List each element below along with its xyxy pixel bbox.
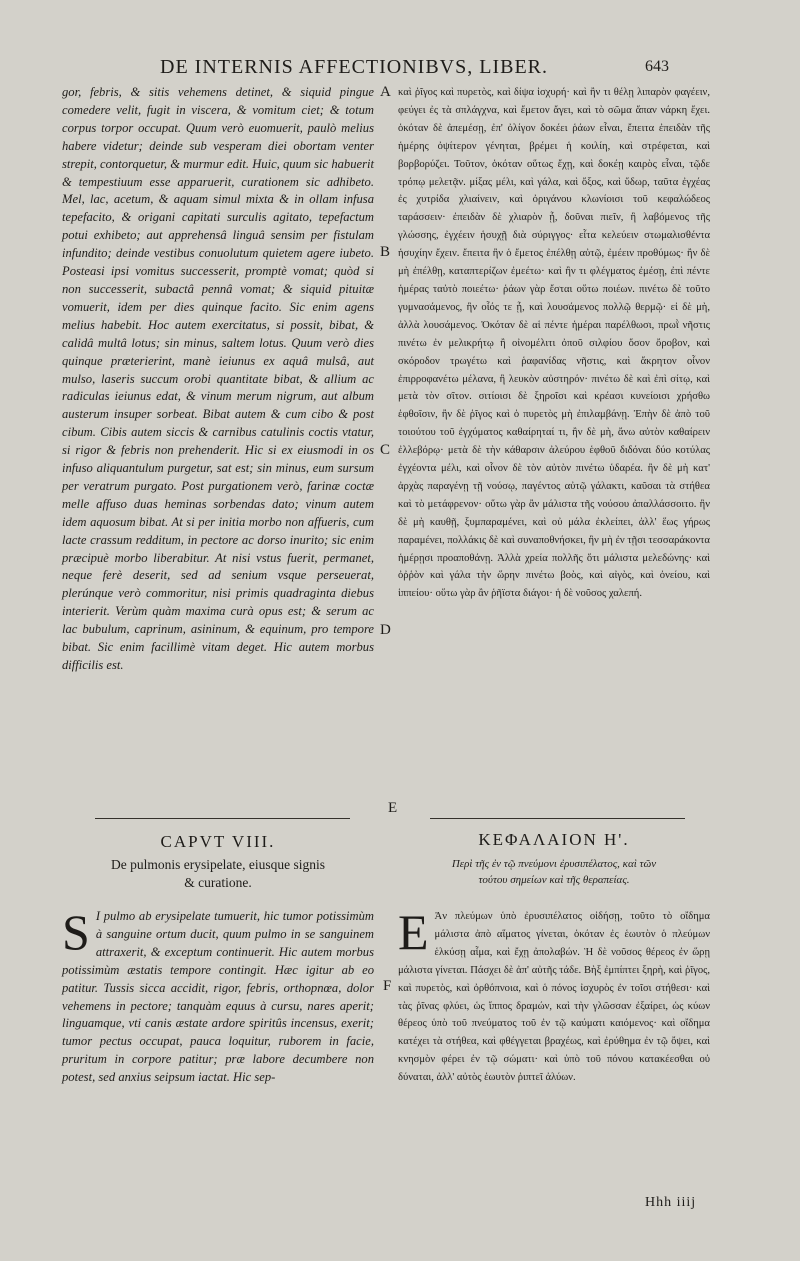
greek-paragraph: καὶ ῥῖγος καὶ πυρετὸς, καὶ δίψα ἰσχυρή· καὶ ἢν τι θέλῃ λιπαρὸν φαγέειν, φεύγει ἐς τὰ σπλάγχνα, καὶ ἔμετον ἄγει, καὶ τὸ σῶμα ἅπαν νάρκη ἔχει. ὁκόταν δὲ ἀπεμέσῃ, ἐπ' ὀλίγον δοκέει ῥάων εἶναι, ἔπειτα ἐπειδὰν τῆς ἡμέρης ὀψίτερον γένηται, βρέμει ἡ κοιλίη, καὶ στρέφεται, καὶ βορβορύζει. Τοῦτον, ὁκόταν οὕτως ἔχῃ, καὶ δοκέῃ καιρὸς εἶναι, τῷδε τρόπῳ μελετᾷν. μίξας μέλι, καὶ γάλα, καὶ ὄξος, καὶ ὕδωρ, ταῦτα ἐγχέας ἐς χυτρίδα χλιαίνειν, καὶ ὀριγάνου κλωνίοισι τοῦ κεφαλώδεος ταράσσειν· ἐπειδὰν δὲ χλιαρὸν ᾖ, δοῦναι πιεῖν, ἢ λαβόμενος τῆς γλώσσης, ἐγχέειν ἡσυχῇ διὰ σύριγγος· εἶτα κελεύειν στωμαλισθέντα ἡσυχίην ἔχειν. ἔπειτα ἢν ὁ ἔμετος ἐπέλθῃ αὐτῷ, ἐμέειν προθύμως· ἢν δὲ μὴ ἐπέλθῃ, καταπτερίζων ἐμεέτω· καὶ ἢν τι φλέγματος ἐμέσῃ, ἐπὶ πέντε ἡμέρας ταὐτὸ ποιεέτω· ῥάων γὰρ ἔσται οὕτω ποιέων. πινέτω δὲ τοῦτο γυμνασάμενος, ἢν οἷός τε ᾖ, καὶ λουσάμενος πολλῷ θερμῷ· εἰ δὲ μὴ, ἀλλὰ λουσάμενος. Ὁκόταν δὲ αἱ πέντε ἡμέραι παρέλθωσι, πρωῒ νῆστις πινέτω ἐν μελικρήτῳ ἢ οἰνομέλιτι ὀποῦ σιλφίου ὅσον ὄροβον, καὶ σκόροδον τρωγέτω καὶ ῥαφανίδας νῆστις, καὶ ἄκρητον οἶνον ἐπιρροφανέτω μέλανα, ἢ λευκὸν αὐστηρόν· πινέτω δὲ καὶ ἐπὶ σίτῳ, καὶ μετὰ τὸν σῖτον. σιτίοισι δὲ ξηροῖσι καὶ κρέασι κυνείοισι χρήσθω ἑφθοῖσιν, ἢν δὲ ῥῖγος καὶ ὁ πυρετὸς μὴ ἐπιλαμβάνῃ. Ἐπὴν δὲ ἀπὸ τοῦ τοιούτου τοῦ ἐγχύματος καθαίρηταί τι, ἢν δὲ μὴ, ἄνω αὐτὸν καθαίρειν ἐλλεβόρῳ· μετὰ δὲ τὴν κάθαρσιν ἀλεύρου ἑφθοῦ διδόναι δύο κοτύλας ἐγχέοντα μέλι, καὶ οἶνον δὲ τὸν αὐτὸν πινέτω ὑδαρέα. ἢν δὲ μὴ κατ' ἀρχὰς παραγένῃ τῇ νούσῳ, παγέντος αὐτῷ γάλακτι, καῦσαι τὰ στήθεα καὶ τὸ μετάφρενον· οὕτω γὰρ ἂν μάλιστα τῆς νούσου ἀπαλλάσσοιτο. ἢν δὲ μὴ καυθῇ, ξυμπαραμένει, καὶ οὐ μάλα ἐκλείπει, ἀλλ' ἕως γήρως παραμένει, πολλάκις δὲ καὶ συναποθνήσκει, ἢν μὴ ἐν τῇσι τεσσαράκοντα ἡμέρῃσι προαποθάνῃ. Ἀλλὰ χρεία πολλῆς ὅτι μάλιστα μελεδώνης· καὶ ὀῤῥὸν καὶ γάλα τὴν ὥρην πινέτω βοὸς, καὶ αἰγὸς, καὶ ὀνείου, καὶ ἱππείου· οὕτω γὰρ ἂν ῥῆϊστα διάγοι· ἡ δὲ νοῦσος χαλεπή.	[398, 87, 710, 600]
latin-subtitle-line: & curatione.	[184, 875, 252, 890]
latin-chapter-title: CAPVT VIII.	[160, 832, 276, 851]
greek-chapter-title: ΚΕΦΑΛΑΙΟΝ Η'.	[478, 830, 630, 849]
greek-subtitle-line: τούτου σημείων καὶ τῆς θεραπείας.	[478, 874, 630, 886]
margin-letter-c: C	[380, 442, 391, 458]
latin-dropcap: S	[62, 904, 90, 960]
latin-chapter-subtitle	[62, 856, 374, 892]
latin-paragraph: gor, febris, & sitis vehemens detinet, & siquid pingue comedere velit, fugit in viscera, & vomitum ciet; & totum corpus torpor occupat. Quum verò euomuerit, paulò melius habere videtur; deinde sub vesperam diei obortam venter strepit, contorquetur, & murmur edit. Huic, quum sic habuerit & tempestiuum esse apparuerit, curationem sic adhibeto. Mel, lac, acetum, & aquam simul mixta & in ollam infusa tepefacito, & origani capitati surculis agitato, tepefactum potui exhibeto; aut apprehensâ linguâ sensim per fistulam infundito; deinde vestibus conuolutum quietem agere iubeto. Posteasi ipsi vomitus successerit, promptè vomat; quòd si non successerit, subactâ pennâ vomat; & siquid pituitæ vomuerit, idem per dies quinque facito. Sic enim agens melius habebit. Hoc autem exercitatus, si possit, bibat, & calidâ multâ lotus; sin minus, saltem lotus. Quum verò dies quinque præterierint, manè ieiunus ex aquâ mulsâ, aut mulso, laseris succum orobi quantitate bibat, & allium ac radiculas ieiunus edat, & vinum merum nigrum, aut album austerum insuper sorbeat. Bibat autem & cum cibo & post cibum. Cibis autem siccis & carnibus catulinis coctis vtatur, si rigor & febris non prehenderit. Hic si ex eiusmodi in os infuso aliquantulum purgetur, sat est; sin minus, eum sursum per veratrum purgato. Post purgationem verò, farinæ coctæ melle affuso duas heminas sorbendas dato; vinum autem idem aquosum bibat. At si per initia morbo non affueris, cum lacte crassum redditum, in pectore ac dorso inurito; sic enim præcipuè morbo liberabitur. At nisi vstus fuerit, permanet, neque ferè deserit, sed ad senium vsque perseuerat, plerúnque verò commoritur, nisi primis quadraginta diebus interierit. Verùm quàm maxima curà opus est; & serum ac lac bubulum, caprinum, asininum, & equinum, pro tempore bibat. Sic enim facillimè vitam deget. Hic autem morbus difficilis est.	[62, 85, 374, 672]
margin-letter-b: B	[380, 244, 391, 260]
page-number: 643	[645, 58, 669, 75]
margin-letter-f: F	[383, 978, 392, 994]
greek-chapter-body	[398, 904, 710, 1190]
signature-mark: Hhh iiij	[645, 1195, 697, 1210]
latin-chapter-body	[62, 904, 374, 1190]
margin-letter-e: E	[388, 800, 398, 816]
greek-text-column	[398, 84, 710, 603]
section-rule-right	[430, 818, 685, 819]
greek-subtitle-line: Περὶ τῆς ἐν τῷ πνεύμονι ἐρυσιπέλατος, καὶ τῶν	[451, 858, 657, 870]
greek-dropcap: E	[398, 904, 429, 960]
latin-chapter-text: I pulmo ab erysipelate tumuerit, hic tumor potissimùm à sanguine ortum ducit, quum pulmo in se sanguinem attraxerit, & exceptum continuerit. Hic autem morbus potissimùm æstatis tempore contingit. Hæc igitur ab eo patitur. Tussis sicca accidit, rigor, febris, orthopnœa, dolor vehemens in pectore; tanquàm equus à cursu, nares aperit; linguamque, vti canis æstate ardore spiritûs incensus, exerit; tumor pectus occupat, pauca loquitur, ruborem in facie, pruritum in corpore patitur; præ labore decumbere non potest, sed anxius seipsum iactat. Hic sep-	[62, 909, 374, 1085]
greek-chapter-text: Ἀν πλεύμων ὑπὸ ἐρυσιπέλατος οἰδήσῃ, τοῦτο τὸ οἴδημα μάλιστα ἀπὸ αἵματος γίνεται, ὁκόταν ἐς ἑωυτὸν ὁ πλεύμων ἑλκύσῃ αἷμα, καὶ ἔχῃ ἀπολαβών. Ἡ δὲ νοῦσος θέρεος ἐν ὥρῃ μάλιστα γίνεται. Πάσχει δὲ ἀπ' αὐτῆς τάδε. Βὴξ ἐμπίπτει ξηρὴ, καὶ ῥῖγος, καὶ πυρετὸς, καὶ ὀρθόπνοια, καὶ ὁ πόνος ἰσχυρὸς ἐν τοῖσι στήθεσι· καὶ τὰς ῥῖνας φλύει, ὡς ἵππος δραμών, καὶ τὴν γλῶσσαν ἐξαίρει, ὡς κύων θέρεος ὑπὸ τοῦ πνεύματος τοῦ ἐν τῷ καύματι καιόμενος· καὶ οἴδημα κατέχει τὰ στήθεα, καὶ φθέγγεται βραχέως, καὶ ἐρύθημα ἐν τῷ ὄψει, καὶ κνησμὸν φέρει ἐν τῷ σώματι· καὶ ὑπὸ τοῦ πόνου κατακέεσθαι οὐ δύναται, ἀλλ' αὐτὸς ἑωυτὸν ῥιπτεῖ ἀλύων.	[398, 911, 710, 1084]
latin-text-column	[62, 84, 374, 675]
margin-letter-d: D	[380, 622, 391, 638]
section-rule-left	[95, 818, 350, 819]
running-head-title: DE INTERNIS AFFECTIONIBVS, LIBER.	[160, 56, 549, 78]
margin-letter-a: A	[380, 84, 391, 100]
latin-subtitle-line: De pulmonis erysipelate, eiusque signis	[110, 857, 326, 872]
greek-chapter-subtitle	[398, 856, 710, 888]
